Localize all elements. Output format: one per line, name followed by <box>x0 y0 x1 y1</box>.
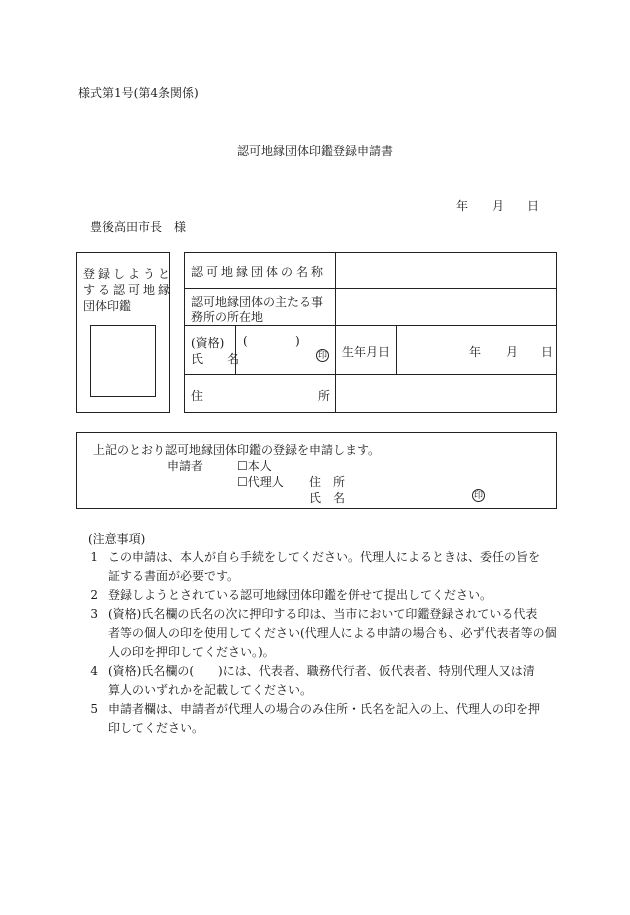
address-value[interactable] <box>341 379 551 407</box>
date-year: 年 <box>456 199 469 213</box>
application-statement: 上記のとおり認可地縁団体印鑑の登録を申請します。 <box>93 443 381 457</box>
document-title: 認可地縁団体印鑑登録申請書 <box>237 144 394 158</box>
note-number: 4 <box>90 664 98 678</box>
association-name-value[interactable] <box>341 257 551 285</box>
agent-name-label: 氏 名 <box>309 491 346 505</box>
applicant-label: 申請者 <box>167 459 204 473</box>
office-location-label-line1: 認可地縁団体の主たる事 <box>191 295 324 309</box>
note-text-continued: 者等の個人の印を使用してください(代理人による申請の場合も、必ず代表者等の個 <box>108 626 557 640</box>
person-name-label: 氏 名 <box>191 352 240 366</box>
note-text-continued: 証する書面が必要です。 <box>108 569 240 583</box>
birth-year: 年 <box>469 345 482 359</box>
note-number: 1 <box>90 550 98 564</box>
note-text: 登録しようとされている認可地縁団体印鑑を併せて提出してください。 <box>108 588 493 602</box>
date-day: 日 <box>527 199 540 213</box>
seal-box-label-line1: 登録しようと <box>83 267 174 281</box>
seal-mark-icon: 印 <box>317 351 327 361</box>
self-checkbox[interactable]: ☐本人 <box>237 459 272 473</box>
note-number: 2 <box>90 588 98 602</box>
seal-box-label-line2: する認可地縁 <box>83 283 174 297</box>
form-number: 様式第1号(第4条関係) <box>78 86 199 100</box>
qualification-paren-close: ) <box>295 334 300 348</box>
qualification-label: (資格) <box>191 336 225 350</box>
note-text: 申請者欄は、申請者が代理人の場合のみ住所・氏名を記入の上、代理人の印を押 <box>108 702 541 716</box>
office-location-label-line2: 務所の所在地 <box>191 310 264 324</box>
address-label-second: 所 <box>318 389 331 403</box>
seal-impression-area[interactable] <box>90 325 156 397</box>
birthdate-label: 生年月日 <box>342 345 391 359</box>
note-item-3 <box>80 605 560 662</box>
note-text-continued: 人の印を押印してください。)。 <box>108 645 275 659</box>
note-item-5 <box>80 700 560 738</box>
note-number: 5 <box>90 702 98 716</box>
agent-checkbox[interactable]: ☐代理人 <box>237 475 284 489</box>
agent-seal-mark-icon: 印 <box>473 491 483 501</box>
birth-day: 日 <box>541 345 554 359</box>
note-text: この申請は、本人が自ら手続をしてください。代理人によるときは、委任の旨を <box>108 550 541 564</box>
qualification-paren-open: ( <box>243 334 248 348</box>
note-item-4 <box>80 662 560 700</box>
seal-registration-box <box>76 252 174 413</box>
agent-address-label: 住 所 <box>309 475 346 489</box>
office-location-value[interactable] <box>341 293 551 321</box>
registration-table <box>184 252 557 413</box>
seal-box-label-line3: 団体印鑑 <box>83 299 132 313</box>
note-text: (資格)氏名欄の氏名の次に押印する印は、当市において印鑑登録されている代表 <box>108 607 538 621</box>
note-text-continued: 算人のいずれかを記載してください。 <box>108 683 313 697</box>
note-text: (資格)氏名欄の( )には、代表者、職務代行者、仮代表者、特別代理人又は清 <box>108 664 535 678</box>
note-item-2 <box>80 586 560 605</box>
note-number: 3 <box>90 607 98 621</box>
birth-month: 月 <box>506 345 519 359</box>
application-box <box>76 432 557 509</box>
note-item-1 <box>80 548 560 586</box>
address-label-first: 住 <box>191 389 204 403</box>
date-month: 月 <box>492 199 505 213</box>
note-text-continued: 印してください。 <box>108 721 205 735</box>
association-name-label: 認可地縁団体の名称 <box>191 265 327 279</box>
notes-heading: (注意事項) <box>88 532 146 546</box>
addressee: 豊後高田市長 様 <box>90 220 187 234</box>
